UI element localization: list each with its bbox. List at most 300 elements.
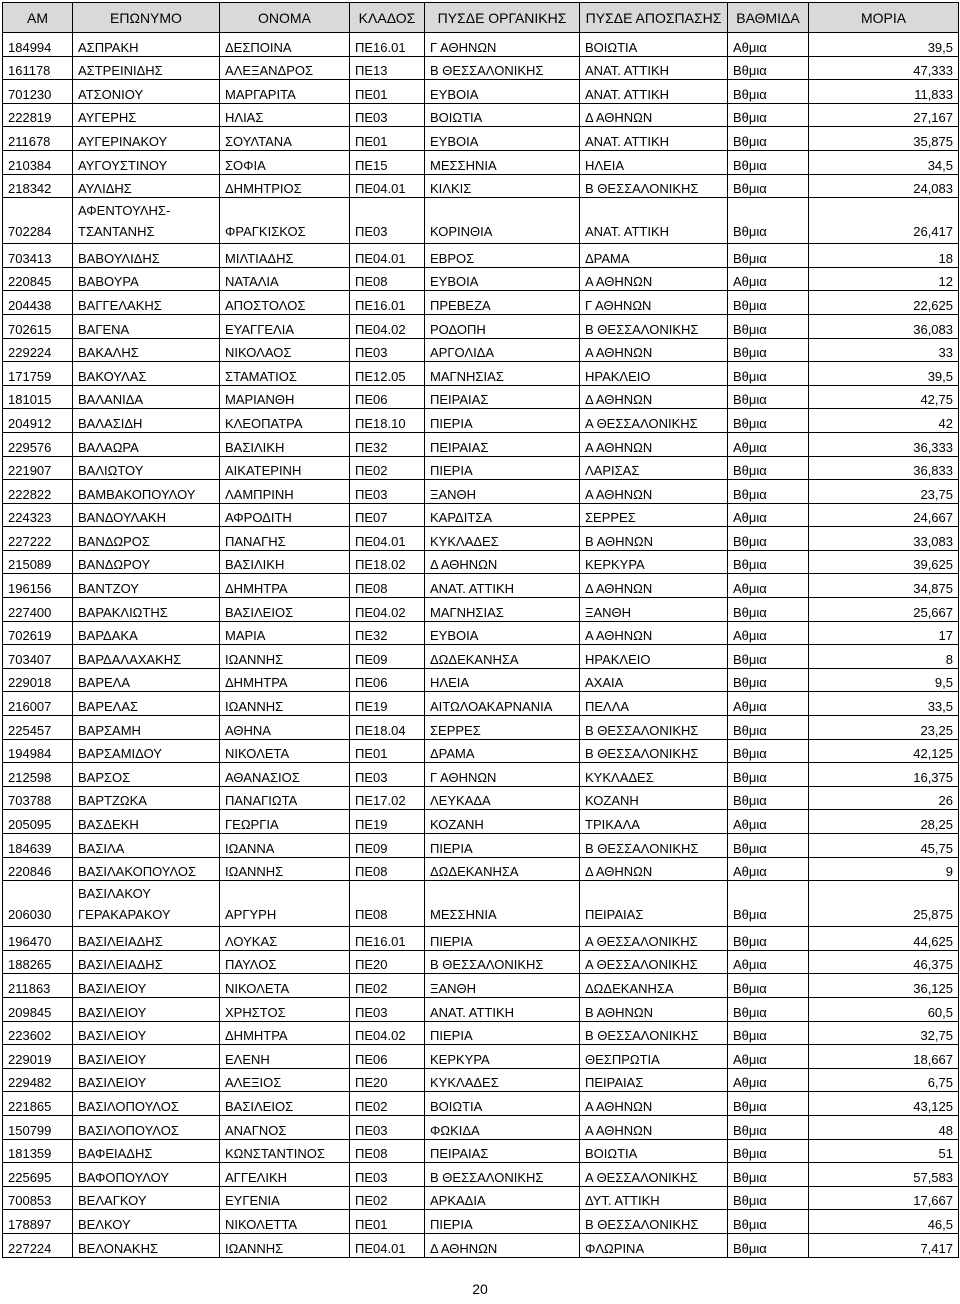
cell-level: Βθμια [728,385,809,409]
cell-points: 6,75 [809,1068,959,1092]
cell-branch: ΠΕ04.01 [350,244,425,268]
table-row [3,338,959,362]
cell-points: 8 [809,645,959,669]
cell-branch: ΠΕ20 [350,1068,425,1092]
cell-points: 34,5 [809,150,959,174]
cell-name: ΓΕΩΡΓΙΑ [220,810,350,834]
cell-points: 18 [809,244,959,268]
cell-secondment-pysde: ΚΕΡΚΥΡΑ [580,550,728,574]
cell-branch: ΠΕ16.01 [350,927,425,951]
col-header-surname: ΕΠΩΝΥΜΟ [73,3,220,33]
table-row [3,362,959,386]
cell-branch: ΠΕ08 [350,267,425,291]
cell-secondment-pysde: Α ΘΕΣΣΑΛΟΝΙΚΗΣ [580,409,728,433]
cell-name: ΑΡΓΥΡΗ [220,881,350,927]
cell-points: 25,875 [809,881,959,927]
table-row [3,1021,959,1045]
cell-name: ΣΟΦΙΑ [220,150,350,174]
cell-secondment-pysde: ΠΕΙΡΑΙΑΣ [580,1068,728,1092]
cell-am: 216007 [3,692,73,716]
cell-points: 27,167 [809,103,959,127]
cell-surname: ΑΣΠΡΑΚΗ [73,33,220,57]
cell-secondment-pysde: ΗΡΑΚΛΕΙΟ [580,362,728,386]
cell-points: 11,833 [809,80,959,104]
cell-level: Βθμια [728,1139,809,1163]
table-row [3,881,959,927]
cell-secondment-pysde: ΛΑΡΙΣΑΣ [580,456,728,480]
cell-surname: ΒΑΝΔΩΡΟΣ [73,527,220,551]
cell-am: 225695 [3,1163,73,1187]
cell-secondment-pysde: ΒΟΙΩΤΙΑ [580,1139,728,1163]
cell-name: ΔΗΜΗΤΡΙΟΣ [220,174,350,198]
cell-points: 32,75 [809,1021,959,1045]
cell-points: 28,25 [809,810,959,834]
cell-level: Βθμια [728,80,809,104]
table-row [3,716,959,740]
cell-organic-pysde: ΜΑΓΝΗΣΙΑΣ [425,598,580,622]
cell-points: 16,375 [809,763,959,787]
cell-secondment-pysde: Α ΑΘΗΝΩΝ [580,621,728,645]
cell-branch: ΠΕ03 [350,103,425,127]
cell-name: ΕΥΓΕΝΙΑ [220,1186,350,1210]
cell-am: 194984 [3,739,73,763]
cell-branch: ΠΕ17.02 [350,786,425,810]
cell-secondment-pysde: ΗΛΕΙΑ [580,150,728,174]
cell-organic-pysde: ΔΡΑΜΑ [425,739,580,763]
cell-am: 223602 [3,1021,73,1045]
cell-points: 17 [809,621,959,645]
cell-secondment-pysde: ΔΩΔΕΚΑΝΗΣΑ [580,974,728,998]
col-header-am: AM [3,3,73,33]
cell-surname: ΒΑΣΙΛΑ [73,834,220,858]
cell-level: Βθμια [728,974,809,998]
cell-organic-pysde: Β ΘΕΣΣΑΛΟΝΙΚΗΣ [425,950,580,974]
cell-surname: ΑΥΓΕΡΙΝΑΚΟΥ [73,127,220,151]
cell-name: ΙΩΑΝΝΗΣ [220,1233,350,1257]
table-row [3,645,959,669]
cell-am: 181359 [3,1139,73,1163]
cell-secondment-pysde: Β ΑΘΗΝΩΝ [580,997,728,1021]
cell-secondment-pysde: ΚΥΚΛΑΔΕΣ [580,763,728,787]
cell-organic-pysde: ΑΝΑΤ. ΑΤΤΙΚΗ [425,574,580,598]
cell-level: Αθμια [728,432,809,456]
cell-points: 39,625 [809,550,959,574]
cell-branch: ΠΕ01 [350,1210,425,1234]
col-header-organic-pysde: ΠΥΣΔΕ ΟΡΓΑΝΙΚΗΣ [425,3,580,33]
cell-branch: ΠΕ06 [350,1045,425,1069]
cell-surname: ΑΥΓΟΥΣΤΙΝΟΥ [73,150,220,174]
table-row [3,1115,959,1139]
cell-secondment-pysde: ΒΟΙΩΤΙΑ [580,33,728,57]
cell-name: ΕΥΑΓΓΕΛΙΑ [220,314,350,338]
cell-branch: ΠΕ19 [350,810,425,834]
cell-name: ΚΩΝΣΤΑΝΤΙΝΟΣ [220,1139,350,1163]
cell-name: ΠΑΝΑΓΗΣ [220,527,350,551]
cell-secondment-pysde: Δ ΑΘΗΝΩΝ [580,103,728,127]
cell-am: 206030 [3,881,73,927]
cell-branch: ΠΕ02 [350,974,425,998]
cell-name: ΛΟΥΚΑΣ [220,927,350,951]
table-row [3,810,959,834]
cell-surname: ΒΑΒΟΥΛΙΔΗΣ [73,244,220,268]
cell-am: 205095 [3,810,73,834]
cell-name: ΔΗΜΗΤΡΑ [220,1021,350,1045]
cell-surname: ΒΑΣΙΛΑΚΟΥ ΓΕΡΑΚΑΡΑΚΟΥ [73,881,220,927]
cell-level: Βθμια [728,456,809,480]
cell-organic-pysde: ΠΕΙΡΑΙΑΣ [425,432,580,456]
cell-branch: ΠΕ08 [350,574,425,598]
cell-organic-pysde: ΜΕΣΣΗΝΙΑ [425,881,580,927]
cell-secondment-pysde: Α ΘΕΣΣΑΛΟΝΙΚΗΣ [580,1163,728,1187]
table-row [3,1186,959,1210]
cell-surname: ΒΑΝΔΩΡΟΥ [73,550,220,574]
cell-name: ΜΑΡΓΑΡΙΤΑ [220,80,350,104]
cell-points: 23,75 [809,480,959,504]
table-row [3,974,959,998]
table-row [3,834,959,858]
cell-am: 210384 [3,150,73,174]
table-row [3,291,959,315]
cell-level: Βθμια [728,314,809,338]
cell-surname: ΑΤΣΟΝΙΟΥ [73,80,220,104]
cell-am: 702619 [3,621,73,645]
cell-points: 36,833 [809,456,959,480]
table-row [3,244,959,268]
table-row [3,621,959,645]
cell-name: ΙΩΑΝΝΗΣ [220,857,350,881]
cell-branch: ΠΕ04.02 [350,1021,425,1045]
cell-branch: ΠΕ06 [350,668,425,692]
cell-name: ΠΑΝΑΓΙΩΤΑ [220,786,350,810]
cell-am: 701230 [3,80,73,104]
cell-organic-pysde: ΔΩΔΕΚΑΝΗΣΑ [425,645,580,669]
cell-surname: ΒΑΡΔΑΚΑ [73,621,220,645]
table-row [3,56,959,80]
cell-organic-pysde: ΡΟΔΟΠΗ [425,314,580,338]
cell-name: ΑΓΓΕΛΙΚΗ [220,1163,350,1187]
cell-branch: ΠΕ18.04 [350,716,425,740]
cell-secondment-pysde: Α ΑΘΗΝΩΝ [580,1092,728,1116]
cell-secondment-pysde: ΞΑΝΘΗ [580,598,728,622]
cell-am: 225457 [3,716,73,740]
cell-points: 7,417 [809,1233,959,1257]
cell-surname: ΒΑΡΣΟΣ [73,763,220,787]
cell-points: 36,083 [809,314,959,338]
cell-secondment-pysde: Α ΑΘΗΝΩΝ [580,480,728,504]
cell-name: ΦΡΑΓΚΙΣΚΟΣ [220,198,350,244]
cell-surname: ΒΑΡΔΑΛΑΧΑΚΗΣ [73,645,220,669]
table-row [3,739,959,763]
cell-surname: ΑΥΓΕΡΗΣ [73,103,220,127]
cell-secondment-pysde: ΑΝΑΤ. ΑΤΤΙΚΗ [580,80,728,104]
cell-level: Αθμια [728,503,809,527]
cell-name: ΠΑΥΛΟΣ [220,950,350,974]
cell-organic-pysde: ΚΙΛΚΙΣ [425,174,580,198]
cell-points: 33 [809,338,959,362]
cell-points: 39,5 [809,362,959,386]
cell-am: 229019 [3,1045,73,1069]
cell-am: 211863 [3,974,73,998]
header-row [3,3,959,33]
cell-level: Βθμια [728,1233,809,1257]
cell-points: 42 [809,409,959,433]
cell-organic-pysde: ΚΟΖΑΝΗ [425,810,580,834]
cell-points: 60,5 [809,997,959,1021]
cell-level: Αθμια [728,574,809,598]
cell-surname: ΒΑΛΑΝΙΔΑ [73,385,220,409]
cell-name: ΝΙΚΟΛΕΤΤΑ [220,1210,350,1234]
cell-name: ΒΑΣΙΛΙΚΗ [220,550,350,574]
cell-organic-pysde: ΠΙΕΡΙΑ [425,1021,580,1045]
table-row [3,150,959,174]
cell-am: 196470 [3,927,73,951]
cell-name: ΜΑΡΙΑ [220,621,350,645]
cell-am: 161178 [3,56,73,80]
cell-am: 220846 [3,857,73,881]
cell-level: Αθμια [728,1068,809,1092]
cell-surname: ΒΑΝΔΟΥΛΑΚΗ [73,503,220,527]
cell-name: ΙΩΑΝΝΑ [220,834,350,858]
cell-organic-pysde: ΕΥΒΟΙΑ [425,127,580,151]
cell-am: 150799 [3,1115,73,1139]
table-row [3,1139,959,1163]
table-row [3,314,959,338]
table-row [3,550,959,574]
cell-name: ΙΩΑΝΝΗΣ [220,645,350,669]
cell-secondment-pysde: Β ΘΕΣΣΑΛΟΝΙΚΗΣ [580,174,728,198]
cell-points: 33,5 [809,692,959,716]
cell-level: Βθμια [728,1163,809,1187]
cell-points: 25,667 [809,598,959,622]
cell-organic-pysde: ΠΕΙΡΑΙΑΣ [425,385,580,409]
cell-points: 48 [809,1115,959,1139]
cell-level: Βθμια [728,244,809,268]
table-row [3,1210,959,1234]
cell-points: 45,75 [809,834,959,858]
cell-am: 221865 [3,1092,73,1116]
cell-level: Βθμια [728,480,809,504]
cell-surname: ΒΑΦΕΙΑΔΗΣ [73,1139,220,1163]
cell-name: ΝΑΤΑΛΙΑ [220,267,350,291]
cell-level: Αθμια [728,33,809,57]
cell-organic-pysde: ΞΑΝΘΗ [425,974,580,998]
table-row [3,127,959,151]
cell-secondment-pysde: ΑΧΑΙΑ [580,668,728,692]
cell-branch: ΠΕ12.05 [350,362,425,386]
cell-branch: ΠΕ09 [350,645,425,669]
cell-am: 184994 [3,33,73,57]
cell-name: ΣΤΑΜΑΤΙΟΣ [220,362,350,386]
cell-branch: ΠΕ15 [350,150,425,174]
cell-organic-pysde: ΠΙΕΡΙΑ [425,834,580,858]
cell-organic-pysde: ΔΩΔΕΚΑΝΗΣΑ [425,857,580,881]
cell-surname: ΒΑΣΙΛΕΙΑΔΗΣ [73,927,220,951]
cell-points: 23,25 [809,716,959,740]
cell-surname: ΒΑΛΑΣΙΔΗ [73,409,220,433]
cell-branch: ΠΕ04.02 [350,598,425,622]
cell-organic-pysde: ΜΕΣΣΗΝΙΑ [425,150,580,174]
cell-level: Βθμια [728,668,809,692]
table-row [3,1092,959,1116]
cell-organic-pysde: ΜΑΓΝΗΣΙΑΣ [425,362,580,386]
cell-level: Βθμια [728,1115,809,1139]
cell-organic-pysde: ΣΕΡΡΕΣ [425,716,580,740]
cell-am: 188265 [3,950,73,974]
cell-secondment-pysde: ΑΝΑΤ. ΑΤΤΙΚΗ [580,198,728,244]
cell-branch: ΠΕ03 [350,338,425,362]
cell-points: 46,5 [809,1210,959,1234]
table-row [3,198,959,244]
cell-level: Αθμια [728,692,809,716]
col-header-secondment-pysde: ΠΥΣΔΕ ΑΠΟΣΠΑΣΗΣ [580,3,728,33]
cell-name: ΧΡΗΣΤΟΣ [220,997,350,1021]
cell-surname: ΒΑΣΙΛΑΚΟΠΟΥΛΟΣ [73,857,220,881]
cell-am: 227224 [3,1233,73,1257]
cell-name: ΙΩΑΝΝΗΣ [220,692,350,716]
cell-branch: ΠΕ16.01 [350,33,425,57]
col-header-level: ΒΑΘΜΙΔΑ [728,3,809,33]
cell-secondment-pysde: ΔΡΑΜΑ [580,244,728,268]
cell-am: 703407 [3,645,73,669]
table-row [3,763,959,787]
cell-name: ΒΑΣΙΛΕΙΟΣ [220,1092,350,1116]
cell-surname: ΒΑΦΟΠΟΥΛΟΥ [73,1163,220,1187]
cell-am: 700853 [3,1186,73,1210]
table-row [3,267,959,291]
cell-surname: ΒΑΣΙΛΕΙΟΥ [73,997,220,1021]
cell-name: ΑΛΕΞΙΟΣ [220,1068,350,1092]
cell-secondment-pysde: Α ΑΘΗΝΩΝ [580,267,728,291]
cell-level: Βθμια [728,1210,809,1234]
page-number: 20 [472,1281,488,1297]
cell-branch: ΠΕ03 [350,198,425,244]
cell-name: ΗΛΙΑΣ [220,103,350,127]
cell-level: Βθμια [728,103,809,127]
cell-am: 227222 [3,527,73,551]
cell-organic-pysde: ΚΥΚΛΑΔΕΣ [425,1068,580,1092]
cell-level: Βθμια [728,786,809,810]
cell-am: 703788 [3,786,73,810]
cell-surname: ΒΑΝΤΖΟΥ [73,574,220,598]
cell-name: ΛΑΜΠΡΙΝΗ [220,480,350,504]
table-row [3,857,959,881]
cell-level: Βθμια [728,881,809,927]
cell-secondment-pysde: Γ ΑΘΗΝΩΝ [580,291,728,315]
cell-organic-pysde: ΒΟΙΩΤΙΑ [425,1092,580,1116]
table-row [3,668,959,692]
cell-organic-pysde: ΑΡΚΑΔΙΑ [425,1186,580,1210]
cell-am: 222822 [3,480,73,504]
cell-name: ΑΘΑΝΑΣΙΟΣ [220,763,350,787]
cell-organic-pysde: ΠΡΕΒΕΖΑ [425,291,580,315]
cell-level: Βθμια [728,997,809,1021]
cell-organic-pysde: ΠΙΕΡΙΑ [425,927,580,951]
cell-organic-pysde: ΚΥΚΛΑΔΕΣ [425,527,580,551]
cell-branch: ΠΕ07 [350,503,425,527]
cell-surname: ΒΑΡΤΖΩΚΑ [73,786,220,810]
table-row [3,598,959,622]
cell-level: Βθμια [728,550,809,574]
cell-am: 220845 [3,267,73,291]
cell-surname: ΒΑΣΙΛΟΠΟΥΛΟΣ [73,1115,220,1139]
cell-branch: ΠΕ08 [350,857,425,881]
cell-level: Βθμια [728,198,809,244]
table-row [3,480,959,504]
cell-surname: ΒΑΣΙΛΕΙΟΥ [73,1045,220,1069]
cell-secondment-pysde: Α ΑΘΗΝΩΝ [580,1115,728,1139]
col-header-points: ΜΟΡΙΑ [809,3,959,33]
cell-name: ΝΙΚΟΛΕΤΑ [220,739,350,763]
cell-points: 47,333 [809,56,959,80]
table-row [3,786,959,810]
cell-secondment-pysde: Β ΘΕΣΣΑΛΟΝΙΚΗΣ [580,1210,728,1234]
cell-surname: ΑΥΛΙΔΗΣ [73,174,220,198]
cell-organic-pysde: ΒΟΙΩΤΙΑ [425,103,580,127]
cell-surname: ΒΑΒΟΥΡΑ [73,267,220,291]
cell-level: Βθμια [728,291,809,315]
cell-branch: ΠΕ09 [350,834,425,858]
cell-branch: ΠΕ03 [350,1163,425,1187]
cell-level: Βθμια [728,834,809,858]
cell-branch: ΠΕ18.10 [350,409,425,433]
cell-organic-pysde: ΕΥΒΟΙΑ [425,80,580,104]
cell-name: ΔΗΜΗΤΡΑ [220,574,350,598]
cell-organic-pysde: ΑΝΑΤ. ΑΤΤΙΚΗ [425,997,580,1021]
cell-name: ΣΟΥΛΤΑΝΑ [220,127,350,151]
cell-secondment-pysde: Α ΘΕΣΣΑΛΟΝΙΚΗΣ [580,950,728,974]
cell-name: ΒΑΣΙΛΕΙΟΣ [220,598,350,622]
cell-organic-pysde: ΚΟΡΙΝΘΙΑ [425,198,580,244]
cell-organic-pysde: ΛΕΥΚΑΔΑ [425,786,580,810]
cell-branch: ΠΕ32 [350,432,425,456]
cell-name: ΕΛΕΝΗ [220,1045,350,1069]
cell-branch: ΠΕ04.02 [350,314,425,338]
cell-branch: ΠΕ02 [350,1186,425,1210]
cell-points: 26 [809,786,959,810]
cell-level: Βθμια [728,1092,809,1116]
cell-secondment-pysde: Β ΘΕΣΣΑΛΟΝΙΚΗΣ [580,834,728,858]
cell-points: 51 [809,1139,959,1163]
cell-name: ΜΙΛΤΙΑΔΗΣ [220,244,350,268]
cell-branch: ΠΕ02 [350,456,425,480]
cell-points: 26,417 [809,198,959,244]
table-row [3,1233,959,1257]
cell-secondment-pysde: ΗΡΑΚΛΕΙΟ [580,645,728,669]
cell-surname: ΒΑΡΕΛΑΣ [73,692,220,716]
cell-branch: ΠΕ03 [350,763,425,787]
cell-am: 181015 [3,385,73,409]
cell-points: 22,625 [809,291,959,315]
cell-name: ΑΦΡΟΔΙΤΗ [220,503,350,527]
cell-am: 218342 [3,174,73,198]
cell-level: Βθμια [728,716,809,740]
cell-am: 229224 [3,338,73,362]
cell-secondment-pysde: Α ΘΕΣΣΑΛΟΝΙΚΗΣ [580,927,728,951]
cell-am: 204438 [3,291,73,315]
cell-surname: ΒΑΣΔΕΚΗ [73,810,220,834]
cell-name: ΚΛΕΟΠΑΤΡΑ [220,409,350,433]
cell-points: 9,5 [809,668,959,692]
cell-am: 215089 [3,550,73,574]
cell-organic-pysde: Β ΘΕΣΣΑΛΟΝΙΚΗΣ [425,1163,580,1187]
cell-branch: ΠΕ04.01 [350,527,425,551]
cell-name: ΝΙΚΟΛΑΟΣ [220,338,350,362]
cell-branch: ΠΕ04.01 [350,1233,425,1257]
cell-am: 229482 [3,1068,73,1092]
cell-name: ΜΑΡΙΑΝΘΗ [220,385,350,409]
cell-surname: ΒΑΡΣΑΜΗ [73,716,220,740]
cell-points: 24,083 [809,174,959,198]
